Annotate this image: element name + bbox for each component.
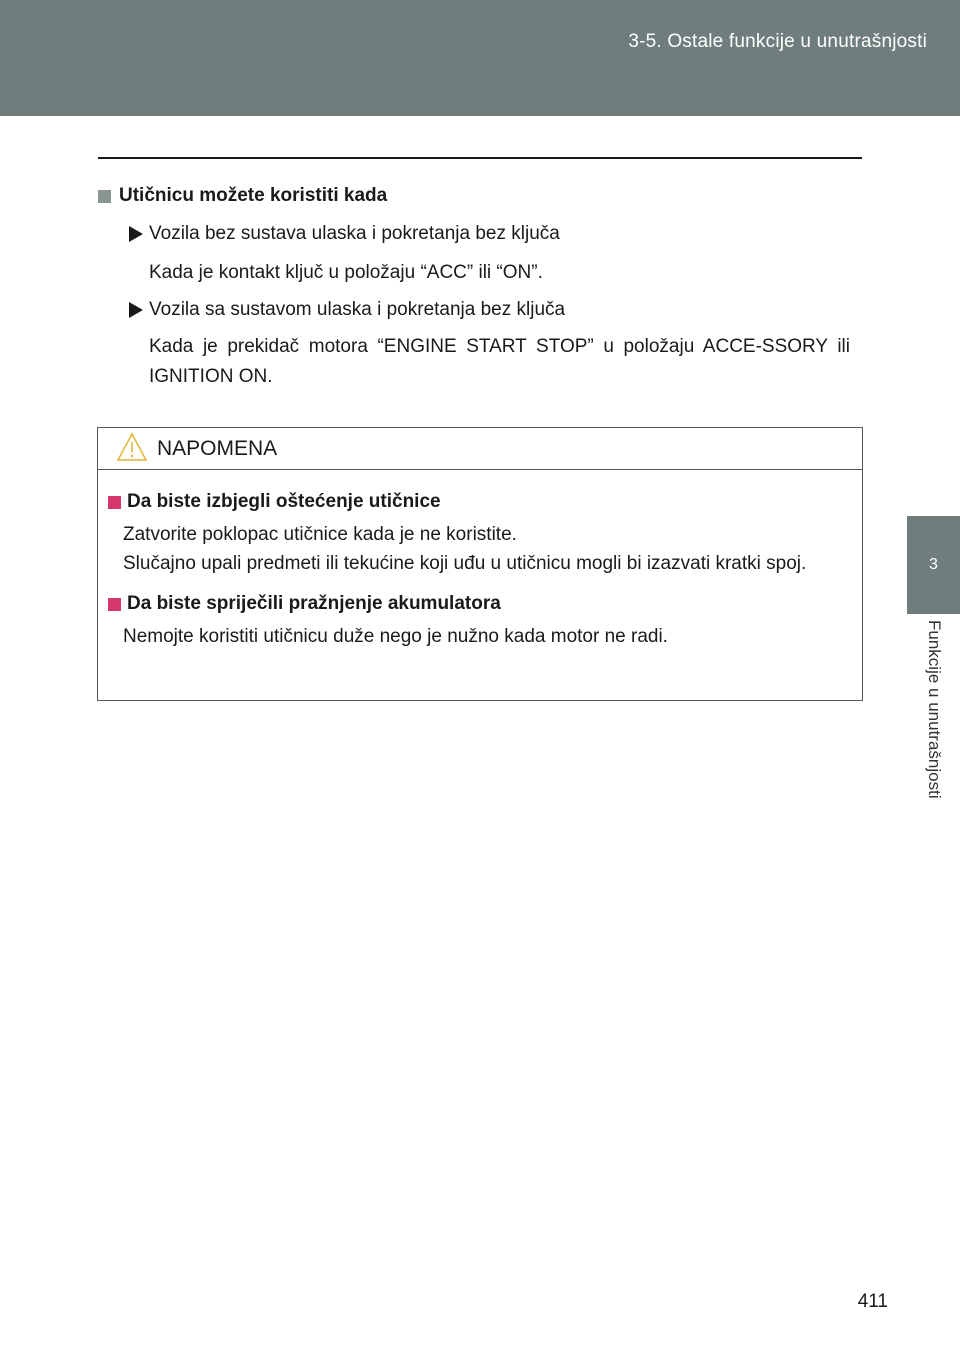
triangle-bullet-icon: [129, 302, 143, 318]
notice-header: [98, 428, 862, 470]
notice-box: [97, 427, 863, 701]
section-heading-text: Utičnicu možete koristiti kada: [119, 185, 388, 206]
chapter-number: 3: [929, 556, 938, 573]
section-heading: [98, 180, 862, 212]
square-bullet-icon: [108, 496, 121, 509]
square-bullet-icon: [98, 190, 111, 203]
usage-section: [98, 180, 862, 392]
bullet-item: [129, 292, 862, 328]
chapter-label-text: Funkcije u unutrašnjosti: [925, 620, 944, 799]
notice-line: Zatvorite poklopac utičnice kada je ne koristite.: [123, 524, 517, 545]
notice-body: [98, 470, 862, 651]
bullet-text: Vozila sa sustavom ulaska i pokretanja bez ključa: [149, 299, 566, 320]
notice-item-text: [123, 622, 852, 651]
notice-item-heading-text: Da biste izbjegli oštećenje utičnice: [127, 491, 441, 512]
warning-triangle-icon: [116, 432, 148, 462]
notice-line: Nemojte koristiti utičnicu duže nego je nužno kada motor ne radi.: [123, 626, 668, 647]
notice-item-heading: [108, 588, 852, 620]
header-title: 3-5. Ostale funkcije u unutrašnjosti: [628, 31, 927, 52]
notice-title: NAPOMENA: [157, 437, 278, 460]
bullet-description: Kada je prekidač motora “ENGINE START STOP” u položaju ACCE-SSORY ili IGNITION ON.: [149, 336, 850, 387]
notice-line: Slučajno upali predmeti ili tekućine koji uđu u utičnicu mogli bi izazvati kratki spoj.: [123, 553, 807, 574]
square-bullet-icon: [108, 598, 121, 611]
page-header: [0, 0, 960, 116]
page-number: 411: [857, 1291, 888, 1312]
notice-item-heading-text: Da biste spriječili pražnjenje akumulatora: [127, 593, 501, 614]
bullet-text: Vozila bez sustava ulaska i pokretanja bez ključa: [149, 223, 560, 244]
notice-item-heading: [108, 486, 852, 518]
notice-item-text: [123, 520, 852, 578]
bullet-description: Kada je kontakt ključ u položaju “ACC” ili “ON”.: [149, 262, 543, 283]
chapter-label: [917, 620, 951, 850]
chapter-tab: [907, 516, 960, 614]
bullet-item: [129, 216, 862, 252]
triangle-bullet-icon: [129, 226, 143, 242]
top-rule: [98, 157, 862, 159]
